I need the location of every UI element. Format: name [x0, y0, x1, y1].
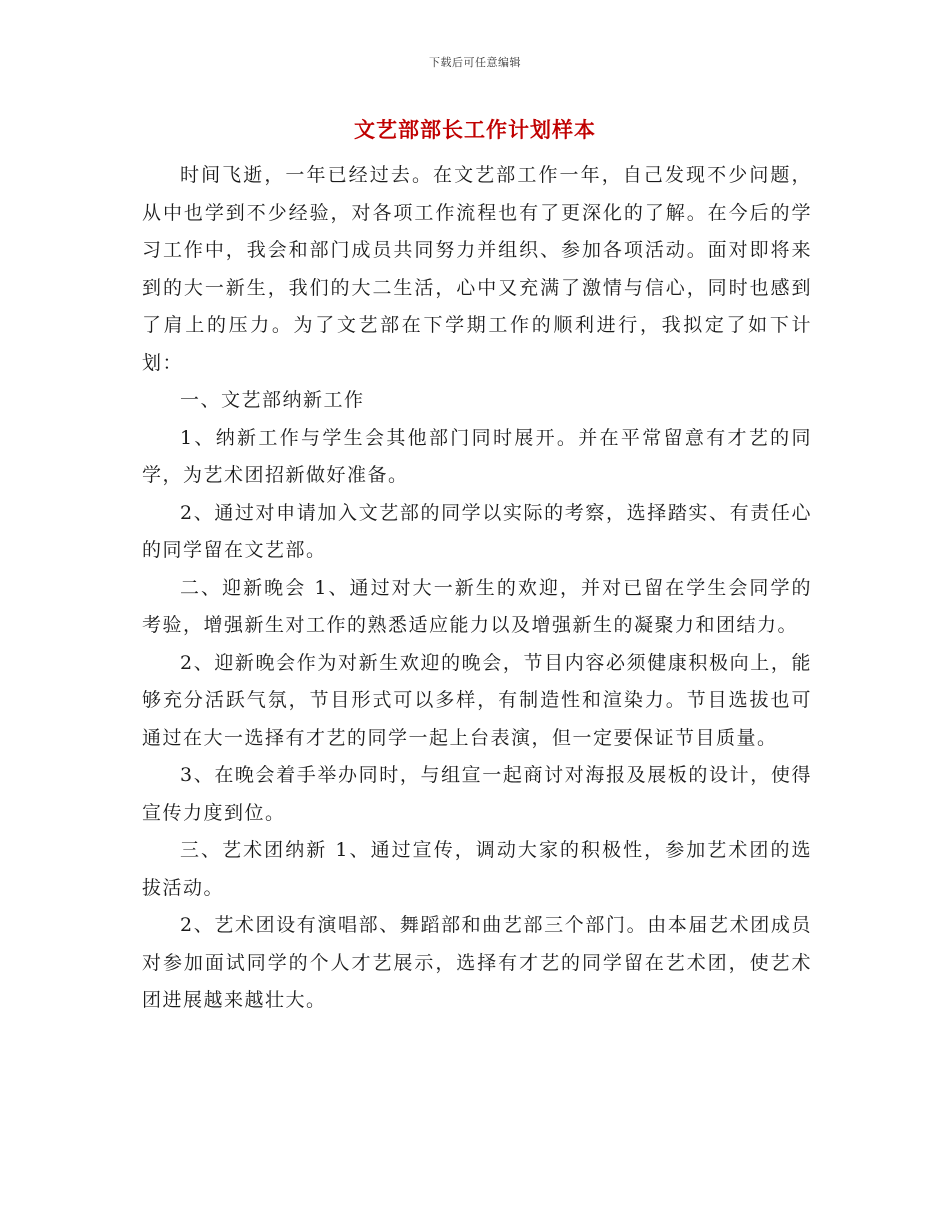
header-note: 下载后可任意编辑: [429, 56, 521, 69]
paragraph-section-1-heading: 一、文艺部纳新工作: [180, 389, 365, 411]
paragraph-section-1-item-2: 2、通过对申请加入文艺部的同学以实际的考察，选择踏实、有责任心的同学留在文艺部。: [142, 501, 812, 561]
paragraph-section-2-item-1: 二、迎新晚会 1、通过对大一新生的欢迎，并对已留在学生会同学的考验，增强新生对工作的熟悉适应能力以及增强新生的凝聚力和团结力。: [142, 576, 812, 636]
paragraph-section-3-item-2: 2、艺术团设有演唱部、舞蹈部和曲艺部三个部门。由本届艺术团成员对参加面试同学的个人才艺展示，选择有才艺的同学留在艺术团，使艺术团进展越来越壮大。: [142, 914, 812, 1011]
document-body: [142, 157, 812, 1020]
paragraph-section-2-item-3: 3、在晚会着手举办同时，与组宣一起商讨对海报及展板的设计，使得宣传力度到位。: [142, 764, 812, 824]
paragraph-section-2-item-2: 2、迎新晚会作为对新生欢迎的晚会，节目内容必须健康积极向上，能够充分活跃气氛，节目形式可以多样，有制造性和渲染力。节目选拔也可通过在大一选择有才艺的同学一起上台表演，但一定要保证节目质量。: [142, 651, 812, 749]
paragraph-intro: 时间飞逝，一年已经过去。在文艺部工作一年，自己发现不少问题，从中也学到不少经验，对各项工作流程也有了更深化的了解。在今后的学习工作中，我会和部门成员共同努力并组织、参加各项活动。面对即将来到的大一新生，我们的大二生活，心中又充满了激情与信心，同时也感到了肩上的压力。为了文艺部在下学期工作的顺利进行，我拟定了如下计划：: [142, 164, 812, 374]
paragraph-section-1-item-1: 1、纳新工作与学生会其他部门同时展开。并在平常留意有才艺的同学，为艺术团招新做好准备。: [142, 426, 812, 486]
document-title: 文艺部部长工作计划样本: [354, 118, 596, 142]
paragraph-section-3-item-1: 三、艺术团纳新 1、通过宣传，调动大家的积极性，参加艺术团的选拔活动。: [142, 839, 812, 899]
